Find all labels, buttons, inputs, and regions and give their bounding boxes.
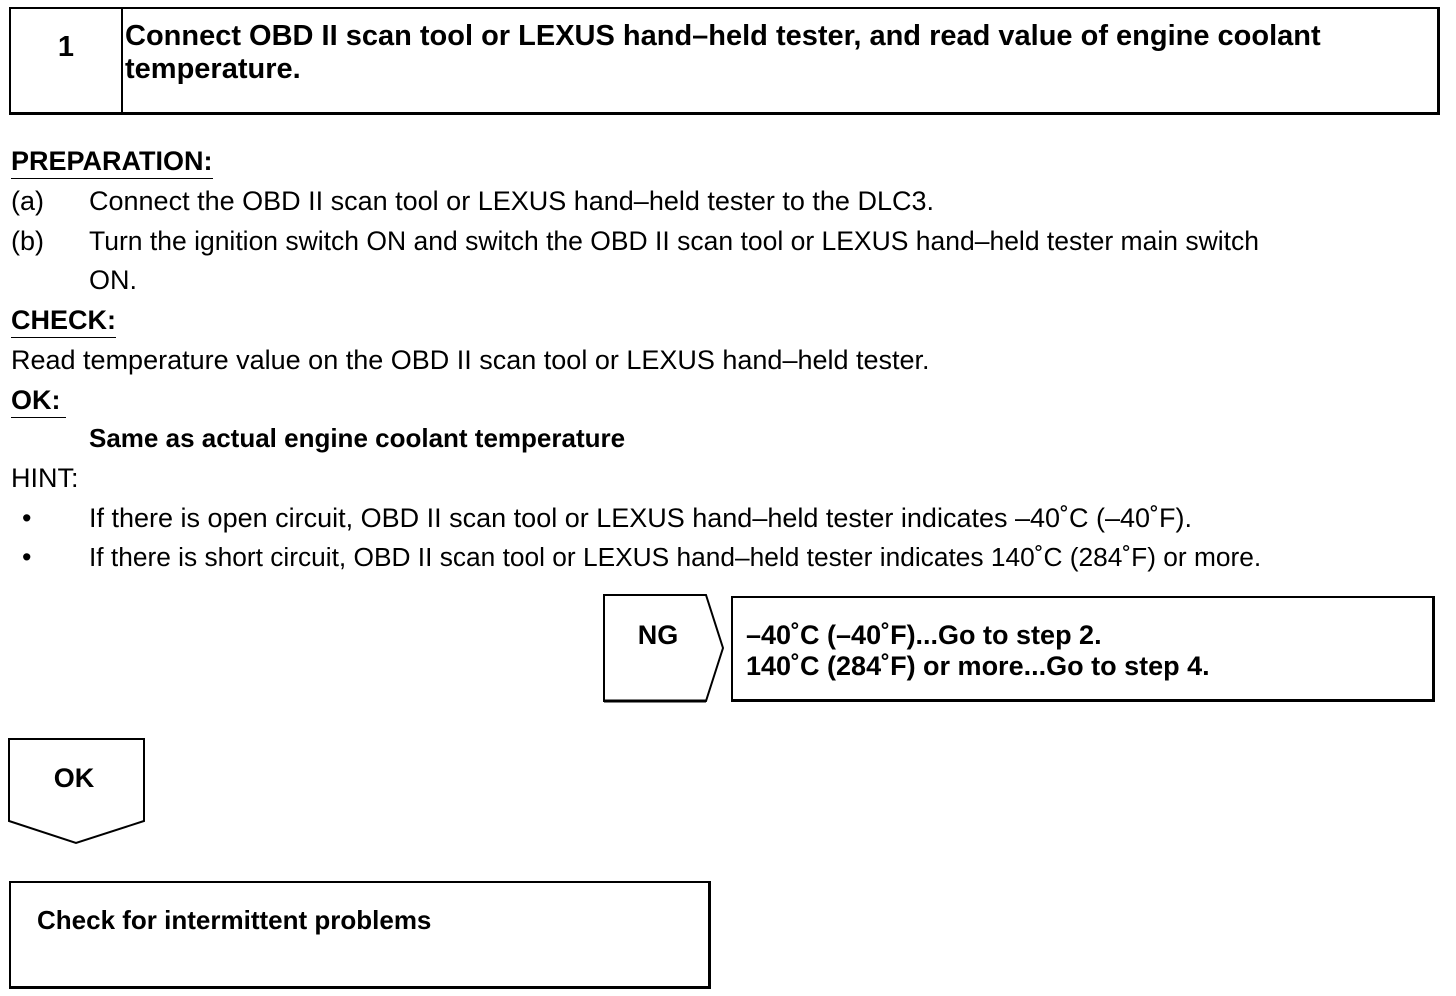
hint-item-open-circuit: If there is open circuit, OBD II scan tool or LEXUS hand–held tester indicates –40˚C (–40˚F). [89,503,1193,533]
preparation-item-a-text: Connect the OBD II scan tool or LEXUS hand–held tester to the DLC3. [89,186,934,216]
hint-bullet: • [22,503,32,533]
ng-result-line-2: 140˚C (284˚F) or more...Go to step 4. [746,651,1210,681]
preparation-item-a-tag: (a) [11,186,44,216]
ok-branch-label: OK [53,763,95,793]
final-result-text: Check for intermittent problems [37,905,432,935]
preparation-item-b-tag: (b) [11,226,44,256]
check-text: Read temperature value on the OBD II scan tool or LEXUS hand–held tester. [11,345,930,375]
step-title: Connect OBD II scan tool or LEXUS hand–held tester, and read value of engine coolant temperature. [125,20,1321,85]
preparation-item-b-text: Turn the ignition switch ON and switch the OBD II scan tool or LEXUS hand–held tester main switch [89,226,1259,256]
preparation-item-b-text-cont: ON. [89,265,138,295]
ng-label: NG [637,620,679,650]
ng-result-text [746,620,1426,682]
check-label: CHECK: [11,305,116,338]
ok-label: OK: [11,385,66,418]
hint-bullet: • [22,542,32,572]
ng-result-line-1: –40˚C (–40˚F)...Go to step 2. [746,620,1102,650]
ok-value: Same as actual engine coolant temperature [89,423,626,453]
preparation-label: PREPARATION: [11,146,213,179]
step-number: 1 [11,9,123,112]
hint-item-short-circuit: If there is short circuit, OBD II scan tool or LEXUS hand–held tester indicates 140˚C (284˚F) or more. [89,542,1262,572]
hint-label: HINT: [11,463,79,493]
